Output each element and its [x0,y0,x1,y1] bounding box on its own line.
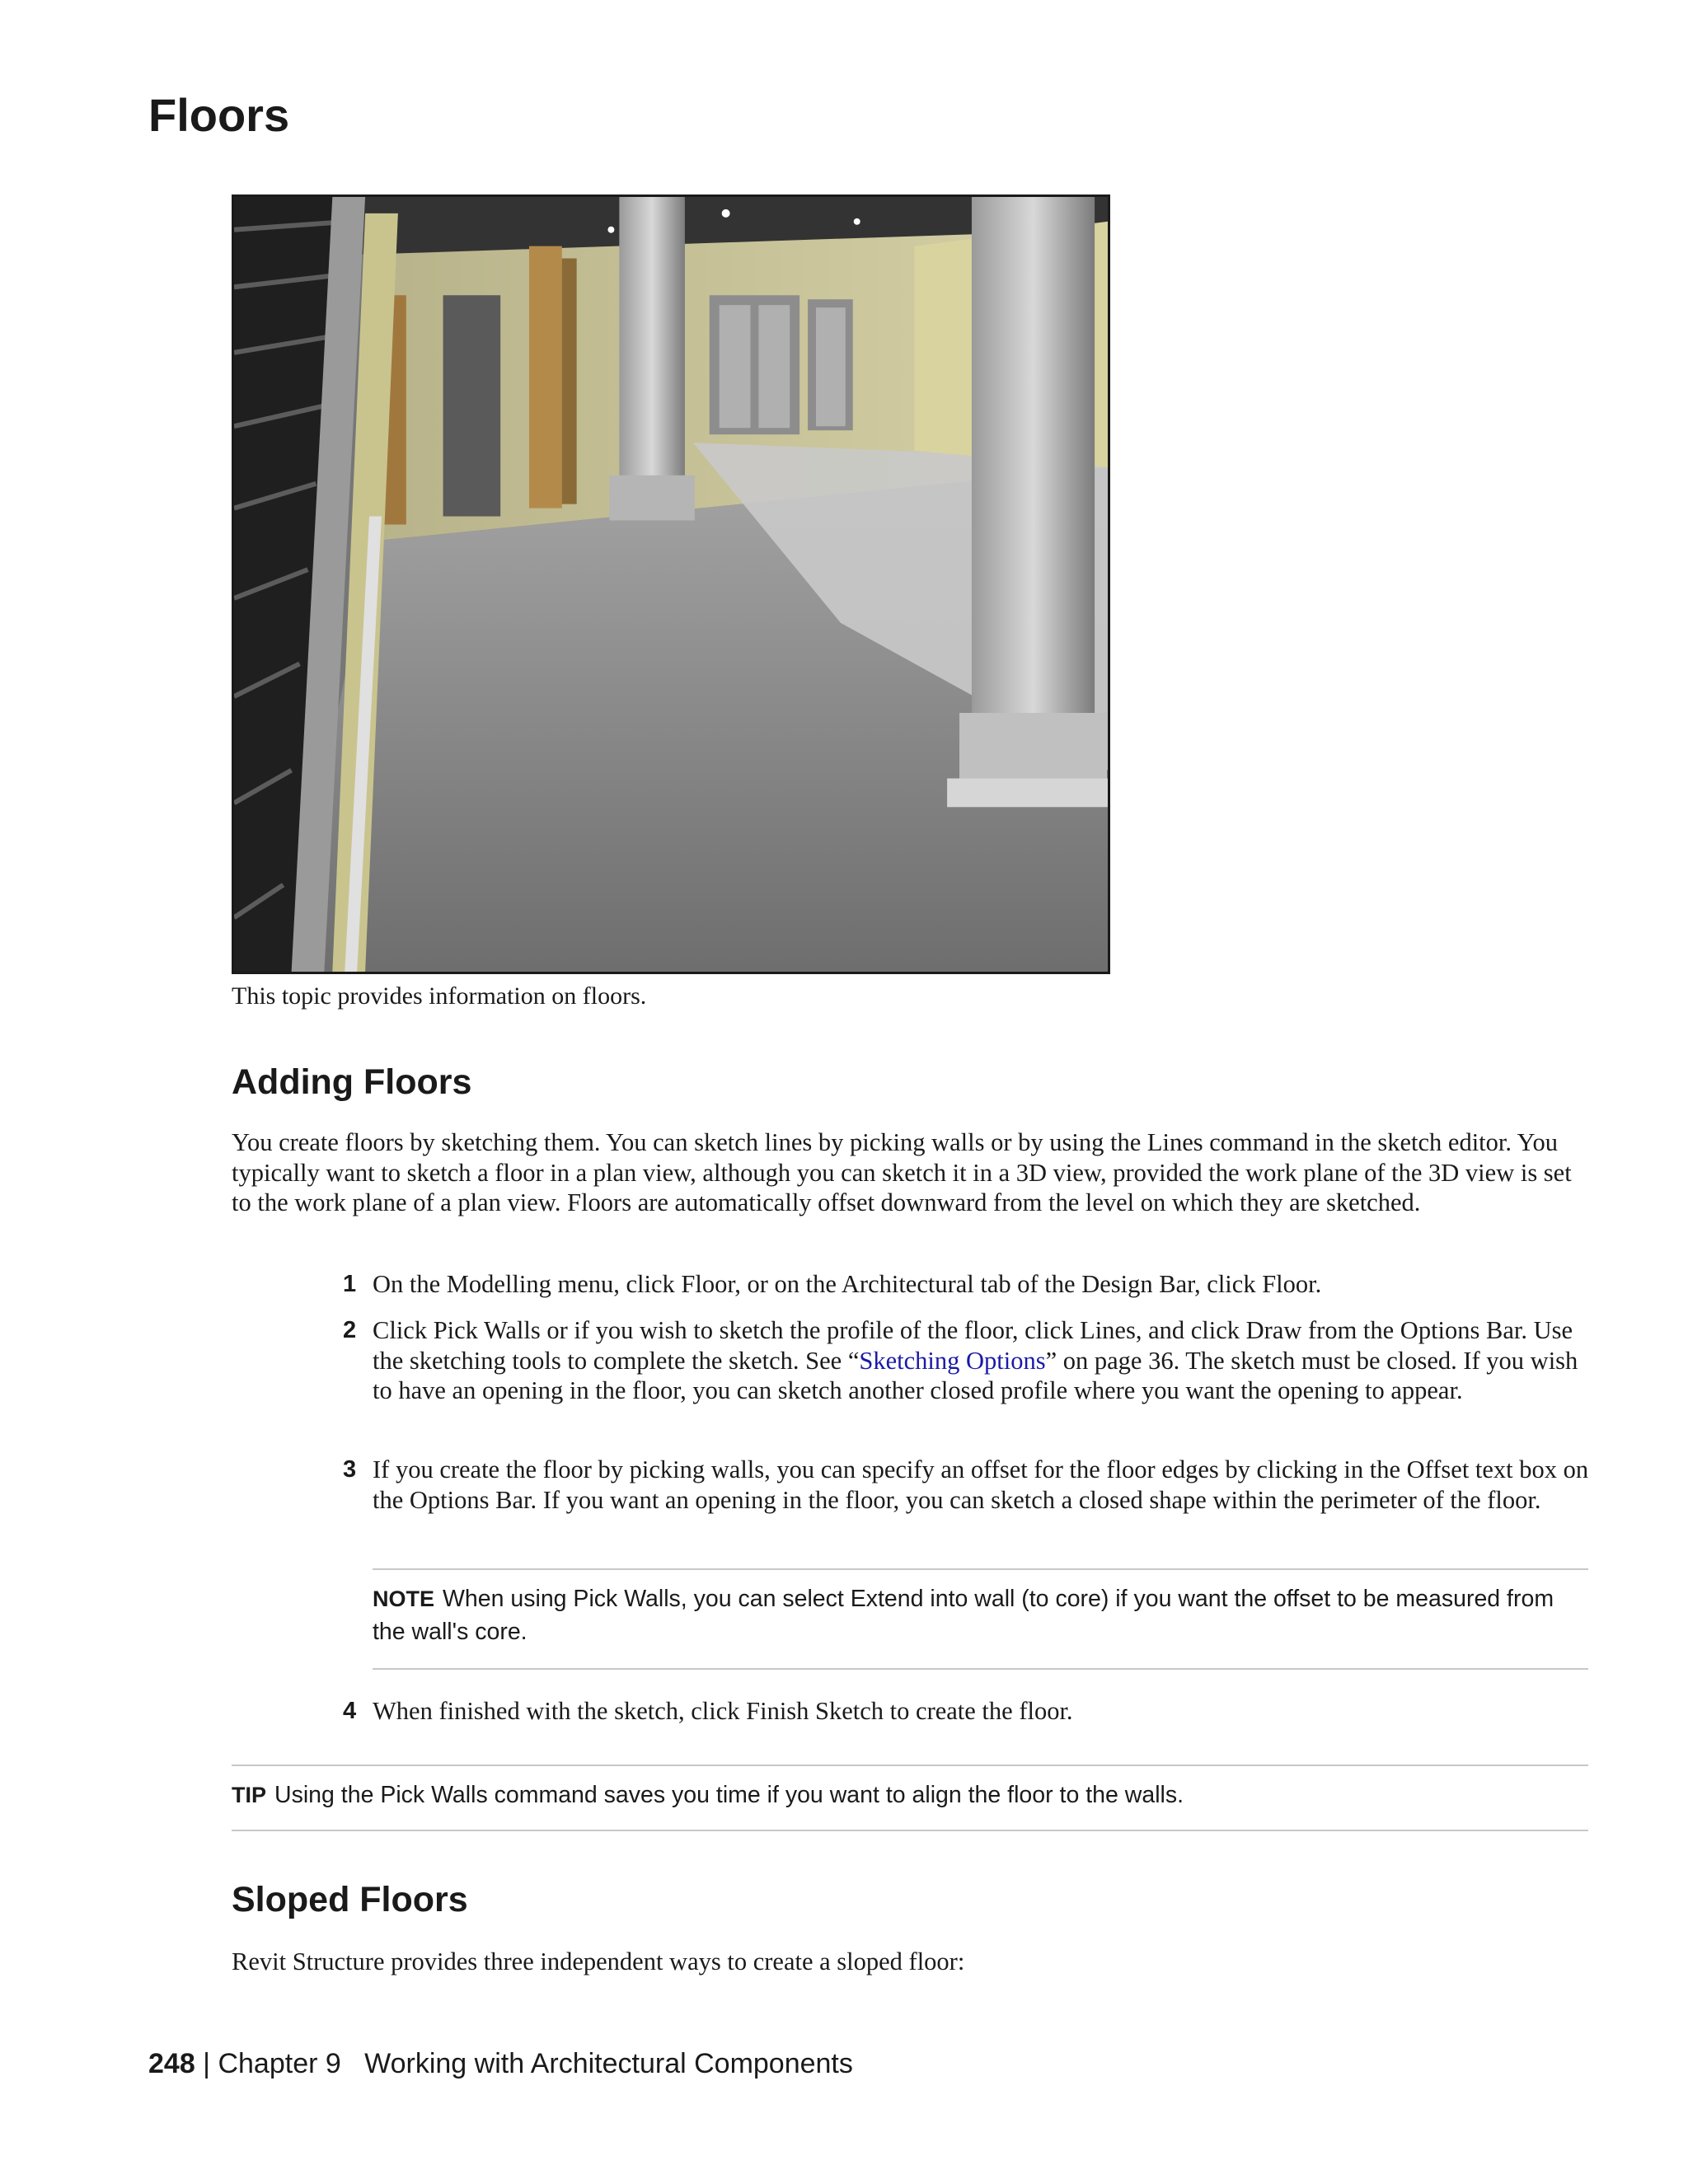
basement-interior-illustration [234,197,1108,972]
tip-callout [232,1779,1592,1811]
step-number: 2 [343,1317,357,1343]
tip-bottom-rule [232,1830,1588,1831]
step-item [343,1455,1592,1515]
note-callout [373,1582,1584,1648]
step-item [343,1315,1592,1406]
floor-rendering-image [232,194,1110,974]
section-heading-sloped-floors: Sloped Floors [232,1880,468,1919]
step-number: 1 [343,1271,357,1297]
step-number: 3 [343,1456,357,1483]
tip-label: TIP [232,1783,267,1807]
step-text [373,1315,1592,1406]
tip-text: Using the Pick Walls command saves you time if you want to align the floor to the walls. [274,1782,1184,1808]
note-bottom-rule [373,1668,1588,1670]
footer-chapter-title: Working with Architectural Components [364,2048,853,2079]
step-text: When finished with the sketch, click Finish Sketch to create the floor. [373,1697,1073,1725]
note-label: NOTE [373,1586,435,1611]
sloped-floors-intro: Revit Structure provides three independent ways to create a sloped floor: [232,1947,965,1975]
adding-floors-intro: You create floors by sketching them. You can sketch lines by picking walls or by using the Lines command in the sketch editor. You typically want to sketch a floor in a plan view, although you can sketch it in a 3D view, provided the work plane of the 3D view is set to the work plane of a plan view. Floors are automatically offset downward from the level on which they are sketched. [232,1128,1572,1216]
sketching-options-link[interactable]: Sketching Options [859,1346,1046,1375]
page-title: Floors [148,89,290,141]
tip-top-rule [232,1765,1588,1766]
page-number: 248 [148,2048,195,2079]
note-top-rule [373,1568,1588,1570]
step-text-after-link: ” on page 36. The sketch must be closed. If you wish to have an opening in the floor, you can sketch another closed profile where you want the opening to appear. [373,1346,1578,1404]
footer-chapter: Chapter 9 [218,2048,341,2079]
section-heading-adding-floors: Adding Floors [232,1062,472,1102]
step-text-before-link: Click Pick Walls or if you wish to sketch the profile of the floor, click Lines, and click Draw from the Options Bar. Use the sketching tools to complete the sketch. See “ [373,1316,1573,1375]
figure-caption: This topic provides information on floors. [232,982,647,1010]
step-item [343,1269,1592,1300]
note-text: When using Pick Walls, you can select Extend into wall (to core) if you want the offset to be measured from the wall's core. [373,1586,1554,1645]
footer-separator: | [195,2048,218,2079]
step-number: 4 [343,1698,357,1724]
step-text: On the Modelling menu, click Floor, or on the Architectural tab of the Design Bar, click Floor. [373,1270,1322,1298]
step-text: If you create the floor by picking walls, you can specify an offset for the floor edges by clicking in the Offset text box on the Options Bar. If you want an opening in the floor, you can sketch a closed shape within the perimeter of the floor. [373,1455,1589,1514]
step-item [343,1696,1592,1727]
page-footer [148,2047,853,2080]
